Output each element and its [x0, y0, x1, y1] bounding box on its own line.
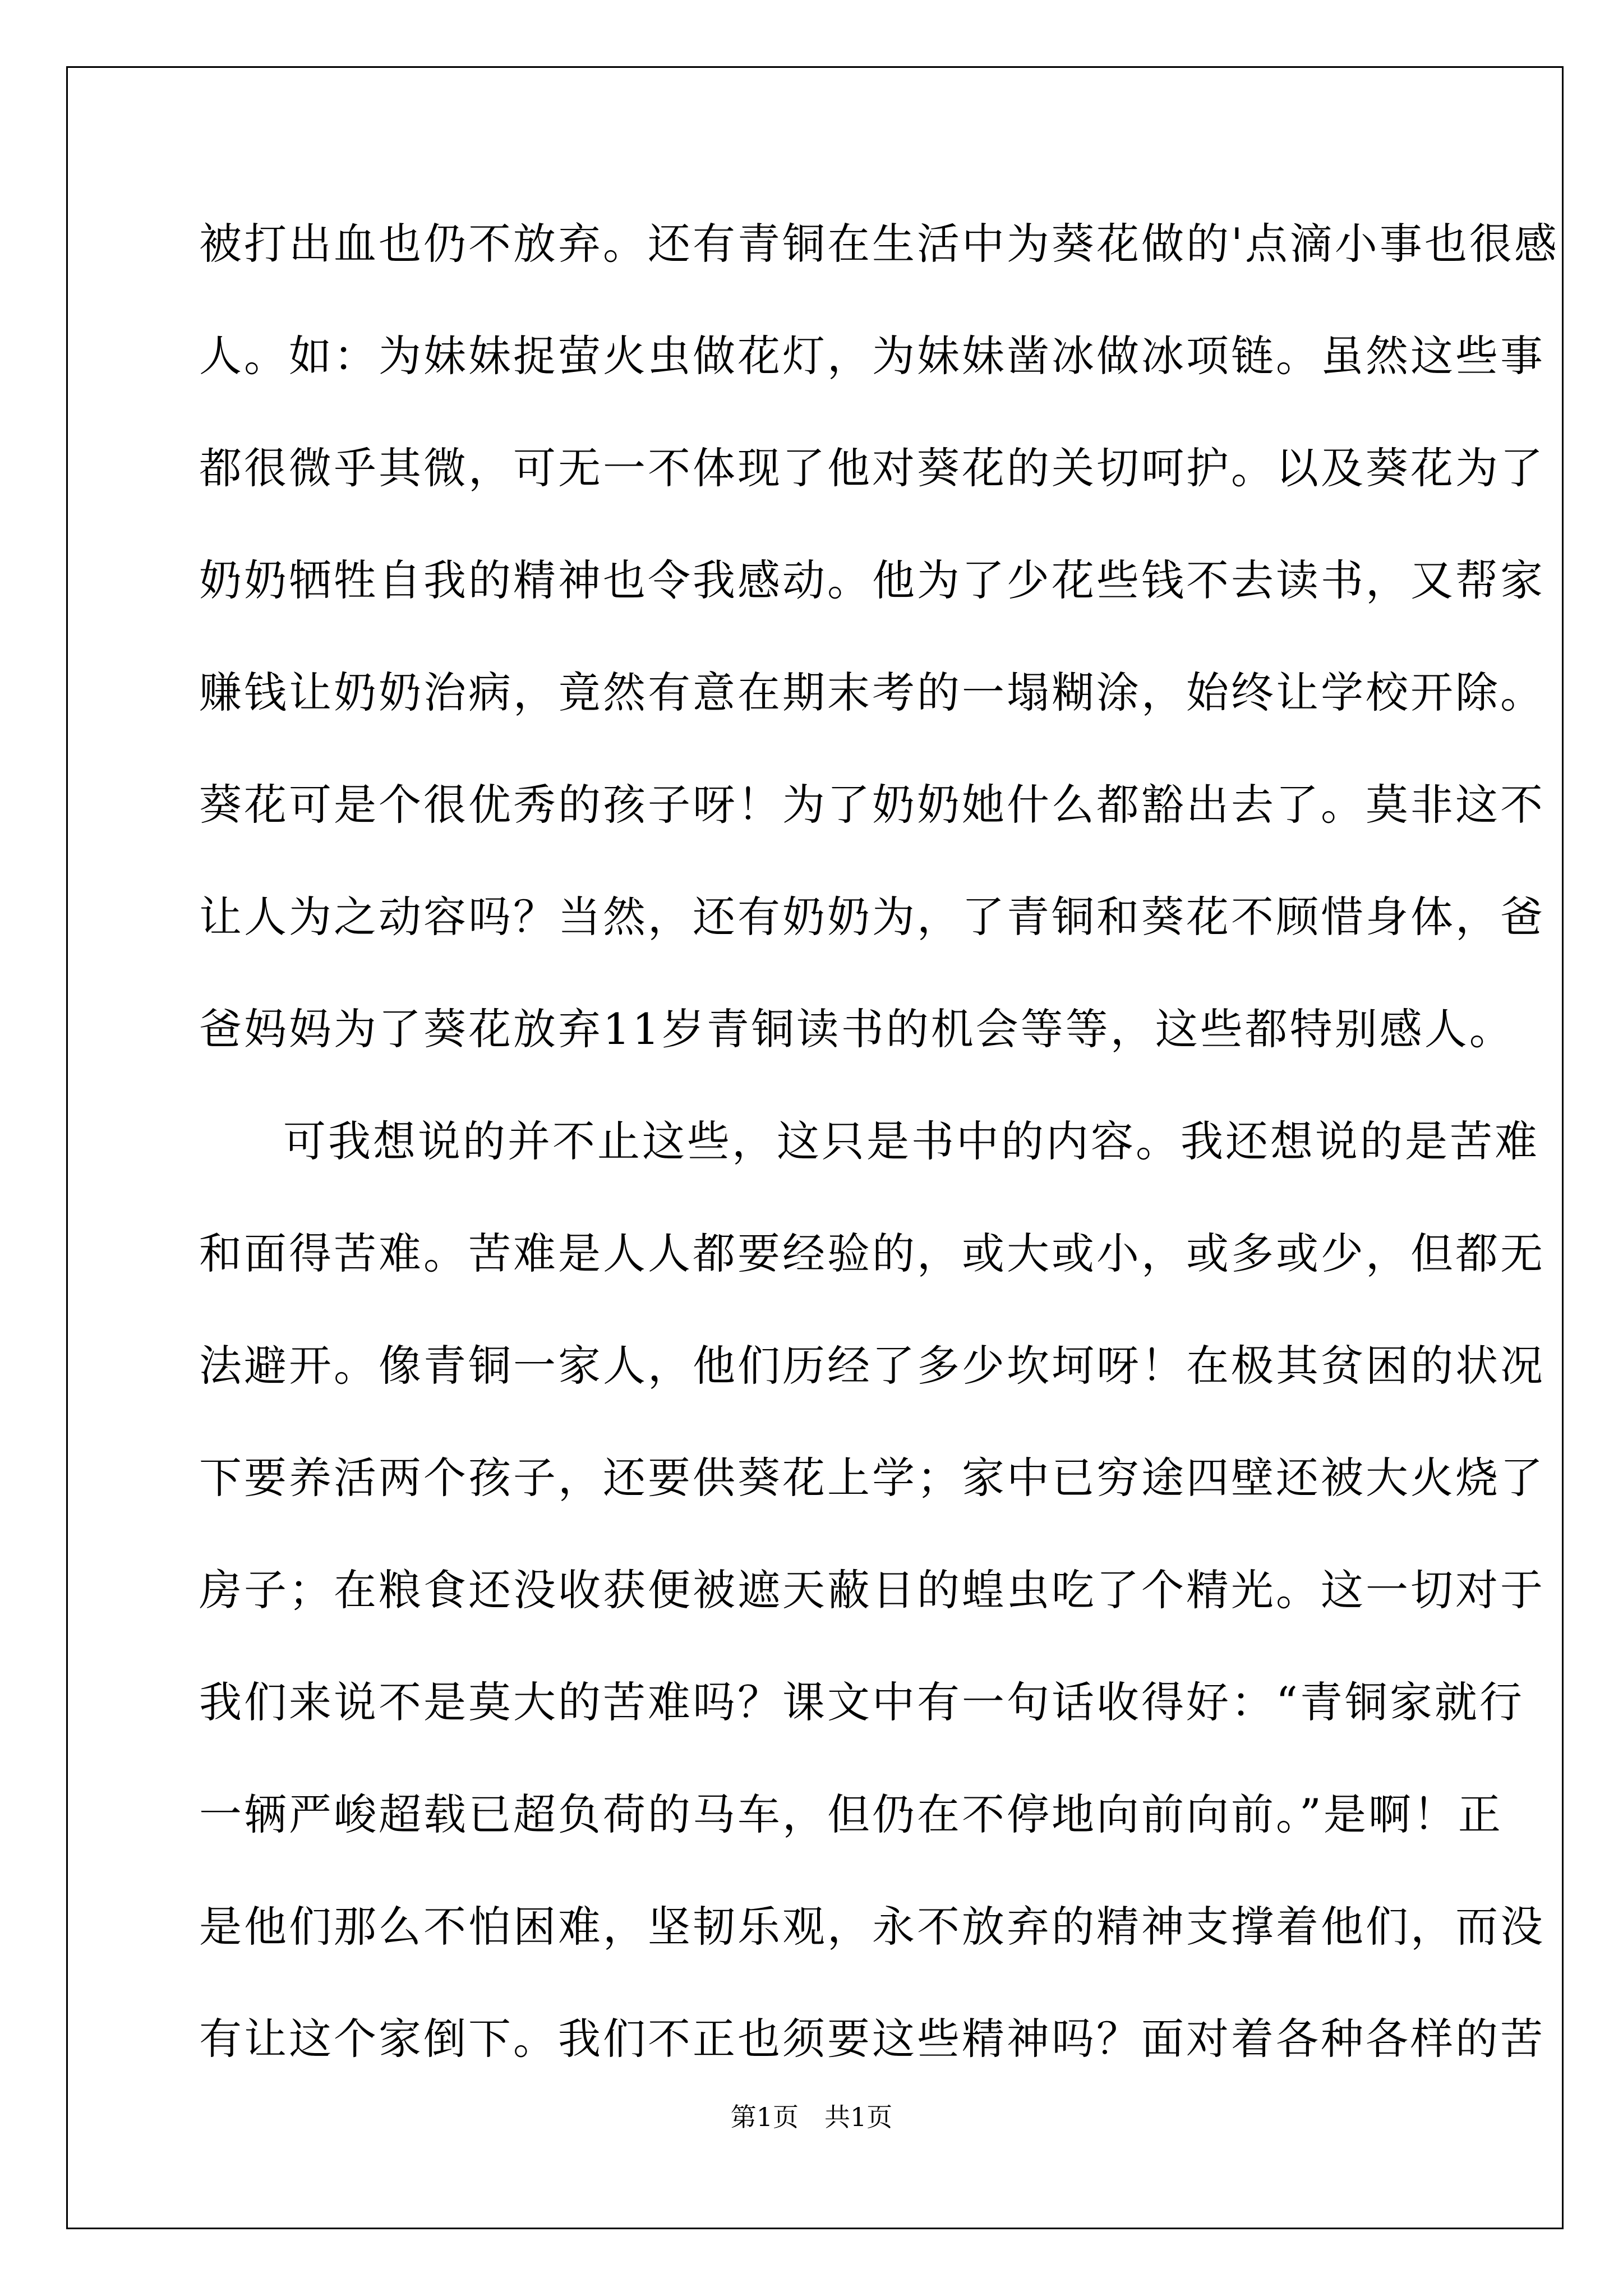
text-line: 赚钱让奶奶治病，竟然有意在期末考的一塌糊涂，始终让学校开除。 [199, 668, 1545, 717]
text-line: 让人为之动容吗？当然，还有奶奶为，了青铜和葵花不顾惜身体，爸 [199, 892, 1545, 942]
text-line: 被打出血也仍不放弃。还有青铜在生活中为葵花做的'点滴小事也很感 [199, 219, 1559, 269]
text-line: 有让这个家倒下。我们不正也须要这些精神吗？面对着各种各样的苦 [199, 2014, 1545, 2064]
text-line: 奶奶牺牲自我的精神也令我感动。他为了少花些钱不去读书，又帮家 [199, 555, 1545, 605]
text-line: 房子；在粮食还没收获便被遮天蔽日的蝗虫吃了个精光。这一切对于 [199, 1565, 1545, 1615]
paragraph-first-line: 可我想说的并不止这些，这只是书中的内容。我还想说的是苦难 [283, 1116, 1539, 1166]
text-line: 爸妈妈为了葵花放弃11岁青铜读书的机会等等，这些都特别感人。 [199, 1004, 1514, 1054]
text-line: 一辆严峻超载已超负荷的马车，但仍在不停地向前向前。”是啊！正 [199, 1789, 1503, 1839]
document-body [199, 0, 1559, 2064]
text-line: 都很微乎其微，可无一不体现了他对葵花的关切呵护。以及葵花为了 [199, 443, 1545, 493]
text-line: 我们来说不是莫大的苦难吗？课文中有一句话收得好：“青铜家就行 [199, 1677, 1524, 1727]
text-line: 葵花可是个很优秀的孩子呀！为了奶奶她什么都豁出去了。莫非这不 [199, 780, 1545, 830]
text-line: 人。如：为妹妹捉萤火虫做花灯，为妹妹凿冰做冰项链。虽然这些事 [199, 331, 1545, 381]
text-line: 法避开。像青铜一家人，他们历经了多少坎坷呀！在极其贫困的状况 [199, 1341, 1545, 1391]
text-line: 下要养活两个孩子，还要供葵花上学；家中已穷途四壁还被大火烧了 [199, 1453, 1545, 1503]
page-number-footer: 第1页 共1页 [730, 2102, 893, 2132]
text-line: 和面得苦难。苦难是人人都要经验的，或大或小，或多或少，但都无 [199, 1228, 1545, 1278]
text-line: 是他们那么不怕困难，坚韧乐观，永不放弃的精神支撑着他们，而没 [199, 1902, 1545, 1952]
